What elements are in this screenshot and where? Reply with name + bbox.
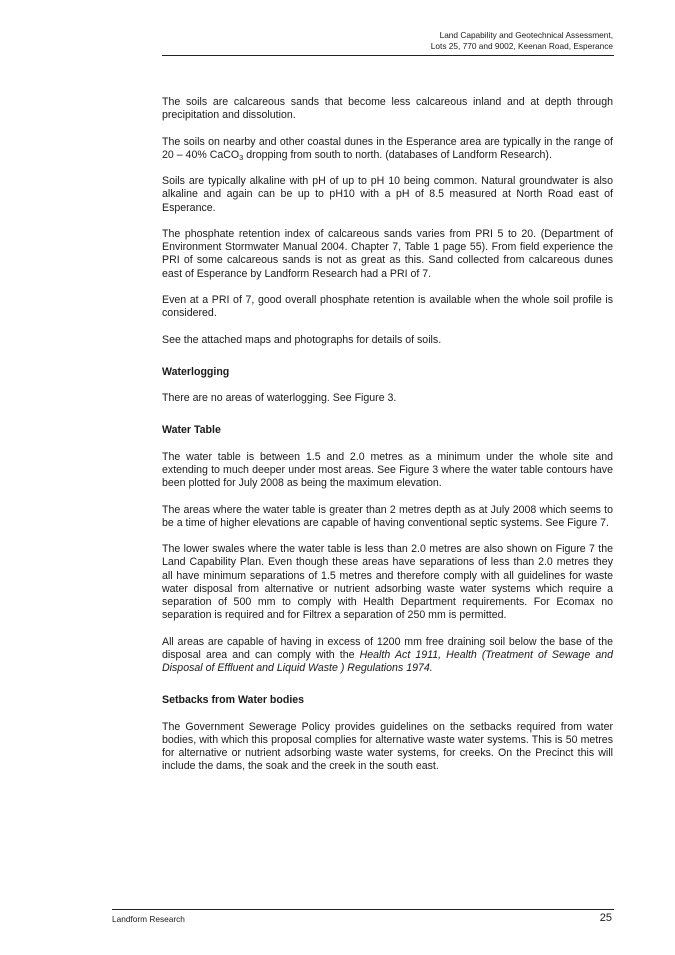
page-header <box>431 30 613 52</box>
paragraph-lower-swales: The lower swales where the water table is less than 2.0 metres are also shown on Figure 7 the Land Capability Plan. Even though these areas have separations of less than 2.0 metres they all have minimum separations of 1.5 metres and therefore comply with all guidelines for waste water disposal from alternative or nutrient adsorbing waste water systems which require a separation of 500 mm to comply with Health Department requirements. For Ecomax no separation is required and for Filtrex a separation of 250 mm is permitted. <box>162 543 613 622</box>
paragraph-phosphate-retention: The phosphate retention index of calcareous sands varies from PRI 5 to 20. (Department of Environment Stormwater Manual 2004. Chapter 7, Table 1 page 55). From field experience the PRI of some calcareous sands is not as great as this. Sand collected from calcareous dunes east of Esperance by Landform Research had a PRI of 7. <box>162 227 613 280</box>
page-number: 25 <box>599 912 612 924</box>
footer-divider <box>112 909 614 910</box>
heading-waterlogging: Waterlogging <box>162 365 230 378</box>
paragraph-septic-systems: The areas where the water table is greater than 2 metres depth as at July 2008 which seems to be a time of higher elevations are capable of having conventional septic systems. See Figure 7. <box>162 503 613 529</box>
footer-company: Landform Research <box>112 914 185 924</box>
header-title-line1: Land Capability and Geotechnical Assessment, <box>439 30 613 40</box>
paragraph-free-draining: All areas are capable of having in excess of 1200 mm free draining soil below the base of the disposal area and can comply with the Health Act 1911, Health (Treatment of Sewage and Disposal of Effluent and Liquid Waste ) Regulations 1974. <box>162 635 613 674</box>
header-title-line2: Lots 25, 770 and 9002, Keenan Road, Esperance <box>430 41 613 51</box>
document-body <box>162 96 613 787</box>
paragraph-coastal-dunes: The soils on nearby and other coastal dunes in the Esperance area are typically in the range of 20 – 40% CaCO$_3$ dropping from south to north. (databases of Landform Research). <box>162 135 613 162</box>
paragraph-soils-calcareous: The soils are calcareous sands that become less calcareous inland and at depth through precipitation and dissolution. <box>162 96 613 122</box>
paragraph-water-table-depth: The water table is between 1.5 and 2.0 metres as a minimum under the whole site and extending to much deeper under most areas. See Figure 3 where the water table contours have been plotted for July 2008 as being the maximum elevation. <box>162 450 613 490</box>
paragraph-waterlogging: There are no areas of waterlogging. See Figure 3. <box>162 392 397 405</box>
paragraph-alkaline: Soils are typically alkaline with pH of up to pH 10 being common. Natural groundwater is also alkaline and again can be up to pH10 with a pH of 8.5 measured at North Road east of Esperance. <box>162 175 613 214</box>
paragraph-see-maps: See the attached maps and photographs for details of soils. <box>162 333 442 346</box>
heading-water-table: Water Table <box>162 424 221 437</box>
header-divider <box>162 55 614 56</box>
paragraph-setbacks: The Government Sewerage Policy provides guidelines on the setbacks required from water bodies, with which this proposal complies for alternative waste water systems. This is 50 metres for alternative or nutrient adsorbing waste water systems, for creeks. On the Precinct this will include the dams, the soak and the creek in the south east. <box>162 720 613 773</box>
heading-setbacks: Setbacks from Water bodies <box>162 694 305 707</box>
paragraph-pri-seven: Even at a PRI of 7, good overall phosphate retention is available when the whole soil profile is considered. <box>162 293 613 320</box>
